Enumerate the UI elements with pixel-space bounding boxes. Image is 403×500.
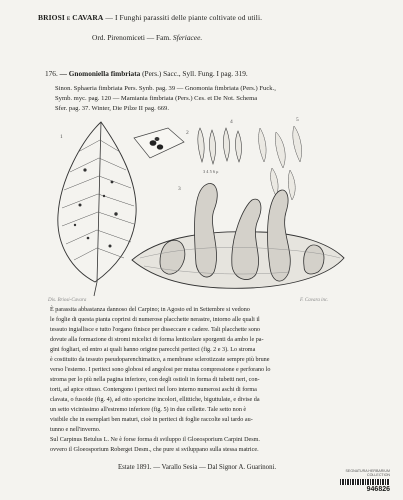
figure-number: 3 bbox=[178, 186, 181, 192]
order-line bbox=[92, 34, 202, 41]
body-line: visibile che in esemplari ben maturi, cioè in periteci di foglie raccolte sul tardo au- bbox=[50, 417, 253, 423]
collection-footer: Estate 1891. — Varallo Sesia — Dal Signor A. Guarinoni. bbox=[118, 464, 277, 471]
signature-left: Dis. Briosi-Cavara bbox=[48, 298, 87, 303]
body-line: tunno e nell'inverno. bbox=[50, 427, 101, 433]
page-header bbox=[38, 14, 262, 22]
figure-number: 1 bbox=[60, 134, 63, 140]
body-line: torti, ad apice ottuso. Contengono i periteci nel loro interno numerosi aschi di forma bbox=[50, 387, 257, 393]
catalog-caption: SEGNATURA HERBARIUM COLLECTION bbox=[345, 469, 390, 477]
body-line: È parassita abbastanza dannoso del Carpino; in Agosto ed in Settembre si vedono bbox=[50, 307, 250, 313]
figure-stroma-section bbox=[132, 183, 344, 288]
entry-number: 176. bbox=[45, 69, 58, 78]
synonym-line: Symb. myc. pag. 120 — Mamiania fimbriata (Pers.) Ces. et De Not. Schema bbox=[55, 95, 258, 102]
signature-right: F. Cavara inc. bbox=[300, 298, 329, 303]
body-line: gini fogliari, ed entro ai quali hanno origine parecchi periteci (fig. 2 e 3). Lo stroma bbox=[50, 347, 256, 353]
header-authors: BRIOSI e CAVARA bbox=[38, 13, 104, 22]
entry-citation: (Pers.) Sacc., Syll. Fung. I pag. 319. bbox=[142, 69, 248, 78]
species-entry bbox=[45, 70, 248, 77]
catalog-label bbox=[334, 470, 390, 493]
body-line: clavata, o fusoide (fig. 4), ad otto sporicine incolori, ellittiche, biguttulate, e divise da bbox=[50, 397, 260, 403]
body-line: stroma per lo più nella pagina inferiore, con degli ostioli in forma di tubetti neri, con- bbox=[50, 377, 260, 383]
figure-number: 4 bbox=[230, 119, 233, 125]
entry-species: — Gnomoniella fimbriata bbox=[59, 69, 141, 78]
figure-asci bbox=[198, 128, 242, 164]
order-family: Sferiacee. bbox=[172, 33, 203, 42]
synonym-line: Sinon. Sphaeria fimbriata Pers. Synb. pag. 39 — Gnomonia fimbriata (Pers.) Fuck., bbox=[55, 85, 276, 92]
header-series: — I Funghi parassiti delle piante coltivate od utili. bbox=[105, 13, 263, 22]
figure-number: 2 bbox=[186, 130, 189, 136]
body-line: verso l'esterno. I periteci sono globosi ed angolosi per mutua compressione e perforano lo bbox=[50, 367, 271, 373]
body-line: dovute alla formazione di stromi micelici di forma lenticolare sporgenti da ambo le pa- bbox=[50, 337, 264, 343]
body-line: un setto vicinissimo all'estremo inferiore (fig. 5) in due cellette. Tale setto non è bbox=[50, 407, 247, 413]
figure-spores bbox=[259, 126, 302, 200]
body-line: tessuto ingiallisce e tutto l'organo finisce per disseccare e cadere. Tali placchette sono bbox=[50, 327, 261, 333]
barcode bbox=[340, 479, 390, 485]
scale-label: 3 4 5 6 μ bbox=[203, 169, 219, 174]
note-line: ovvero il Gloeosporium Robergei Desm., che pure si sviluppano sulla stessa matrice. bbox=[50, 447, 259, 453]
order-text: Ord. Pirenomiceti — Fam. bbox=[92, 33, 173, 42]
body-line: le foglie di questa pianta coprirsi di numerose placchette nerastre, intorno alle quali il bbox=[50, 317, 260, 323]
note-line: Sul Carpinus Betulus L. Ne è forse forma di sviluppo il Gloeosporium Carpini Desm. bbox=[50, 437, 260, 443]
body-line: è costituito da tessuto pseudoparenchimatico, a membrane sclerotizzate sempre più brune bbox=[50, 357, 270, 363]
synonym-line: Sfer. pag. 37. Winter, Die Pilze II pag. 669. bbox=[55, 105, 169, 112]
figure-leaf-fragment bbox=[134, 128, 184, 158]
figure-number: 5 bbox=[296, 117, 299, 123]
catalog-number: 946826 bbox=[366, 485, 390, 493]
figure-leaf bbox=[58, 122, 136, 296]
